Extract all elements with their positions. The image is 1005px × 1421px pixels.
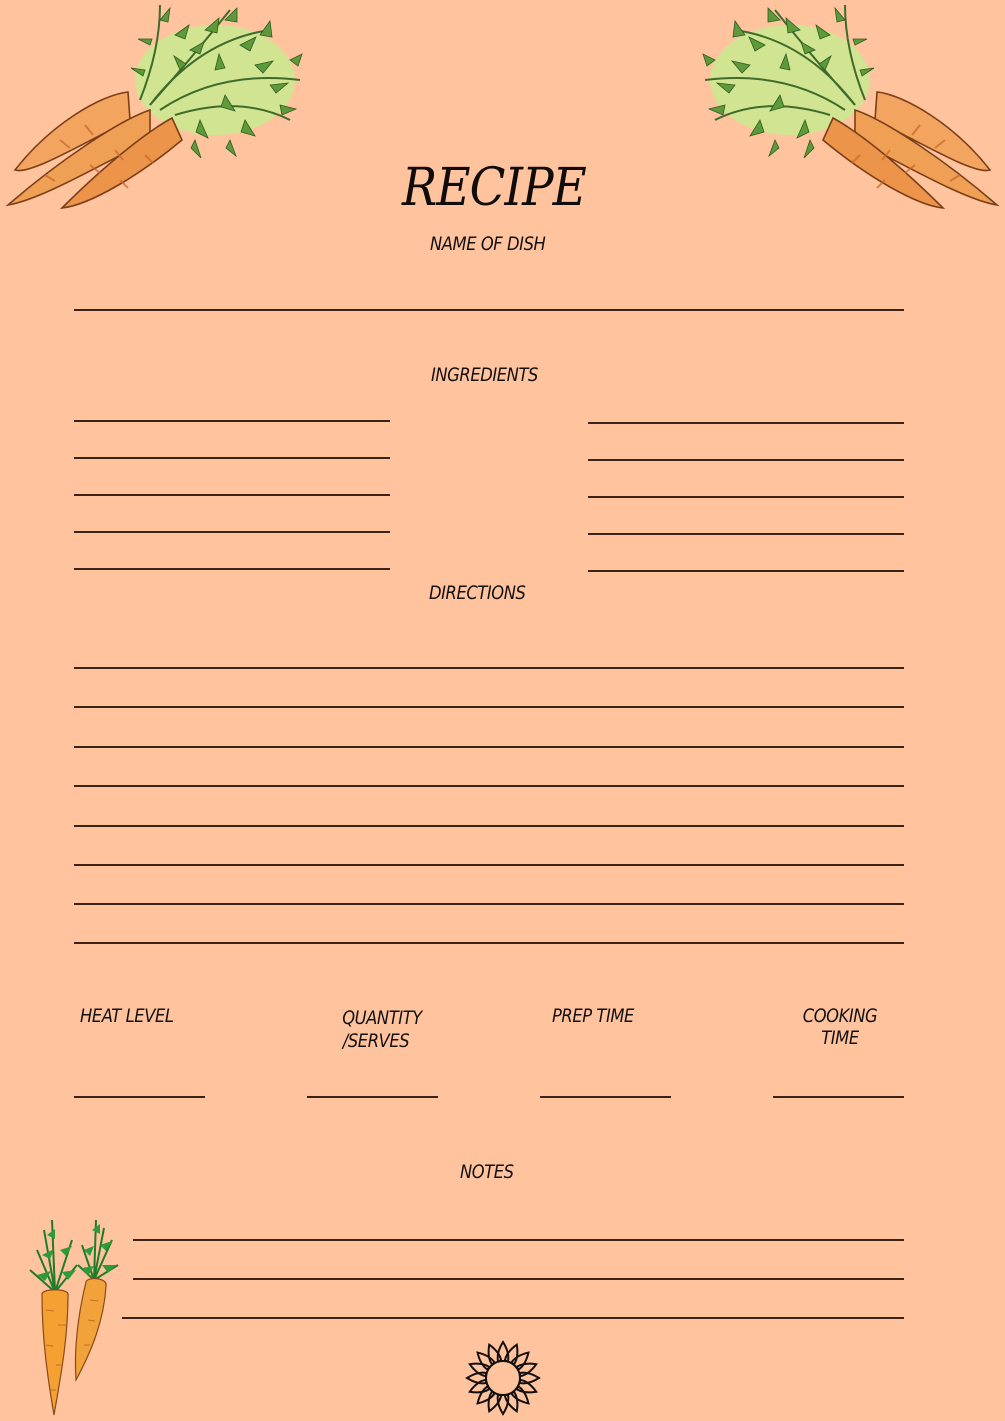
page-title: RECIPE xyxy=(402,158,586,218)
directions-heading: DIRECTIONS xyxy=(429,582,526,604)
cooking-time-label-line2: TIME xyxy=(821,1027,859,1049)
prep-time-label: PREP TIME xyxy=(552,1005,634,1027)
ingredient-line[interactable] xyxy=(588,459,904,461)
direction-line[interactable] xyxy=(74,825,904,827)
notes-line[interactable] xyxy=(133,1239,904,1241)
prep-time-line[interactable] xyxy=(540,1096,671,1098)
notes-heading: NOTES xyxy=(460,1161,514,1183)
quantity-label-line2: /SERVES xyxy=(342,1030,410,1052)
ingredient-line[interactable] xyxy=(74,457,390,459)
direction-line[interactable] xyxy=(74,667,904,669)
ingredient-line[interactable] xyxy=(74,494,390,496)
direction-line[interactable] xyxy=(74,706,904,708)
ingredient-line[interactable] xyxy=(74,420,390,422)
ingredients-heading: INGREDIENTS xyxy=(431,364,538,386)
ingredient-line[interactable] xyxy=(588,570,904,572)
ingredient-line[interactable] xyxy=(588,533,904,535)
ingredient-line[interactable] xyxy=(74,568,390,570)
carrot-bunch-icon-top-left xyxy=(0,0,320,220)
dish-name-line[interactable] xyxy=(74,309,904,311)
sunflower-icon xyxy=(465,1340,541,1416)
direction-line[interactable] xyxy=(74,785,904,787)
direction-line[interactable] xyxy=(74,746,904,748)
heat-level-label: HEAT LEVEL xyxy=(80,1005,174,1027)
carrot-bunch-icon-top-right xyxy=(690,0,1005,220)
quantity-serves-line[interactable] xyxy=(307,1096,438,1098)
quantity-label-line1: QUANTITY xyxy=(342,1007,422,1029)
dish-name-label: NAME OF DISH xyxy=(430,233,546,255)
ingredient-line[interactable] xyxy=(588,496,904,498)
two-carrots-icon xyxy=(22,1210,132,1421)
cooking-time-line[interactable] xyxy=(773,1096,904,1098)
heat-level-line[interactable] xyxy=(74,1096,205,1098)
ingredient-line[interactable] xyxy=(74,531,390,533)
direction-line[interactable] xyxy=(74,903,904,905)
notes-line[interactable] xyxy=(122,1317,904,1319)
notes-line[interactable] xyxy=(133,1278,904,1280)
ingredient-line[interactable] xyxy=(588,422,904,424)
direction-line[interactable] xyxy=(74,942,904,944)
direction-line[interactable] xyxy=(74,864,904,866)
cooking-time-label-line1: COOKING xyxy=(802,1005,878,1027)
